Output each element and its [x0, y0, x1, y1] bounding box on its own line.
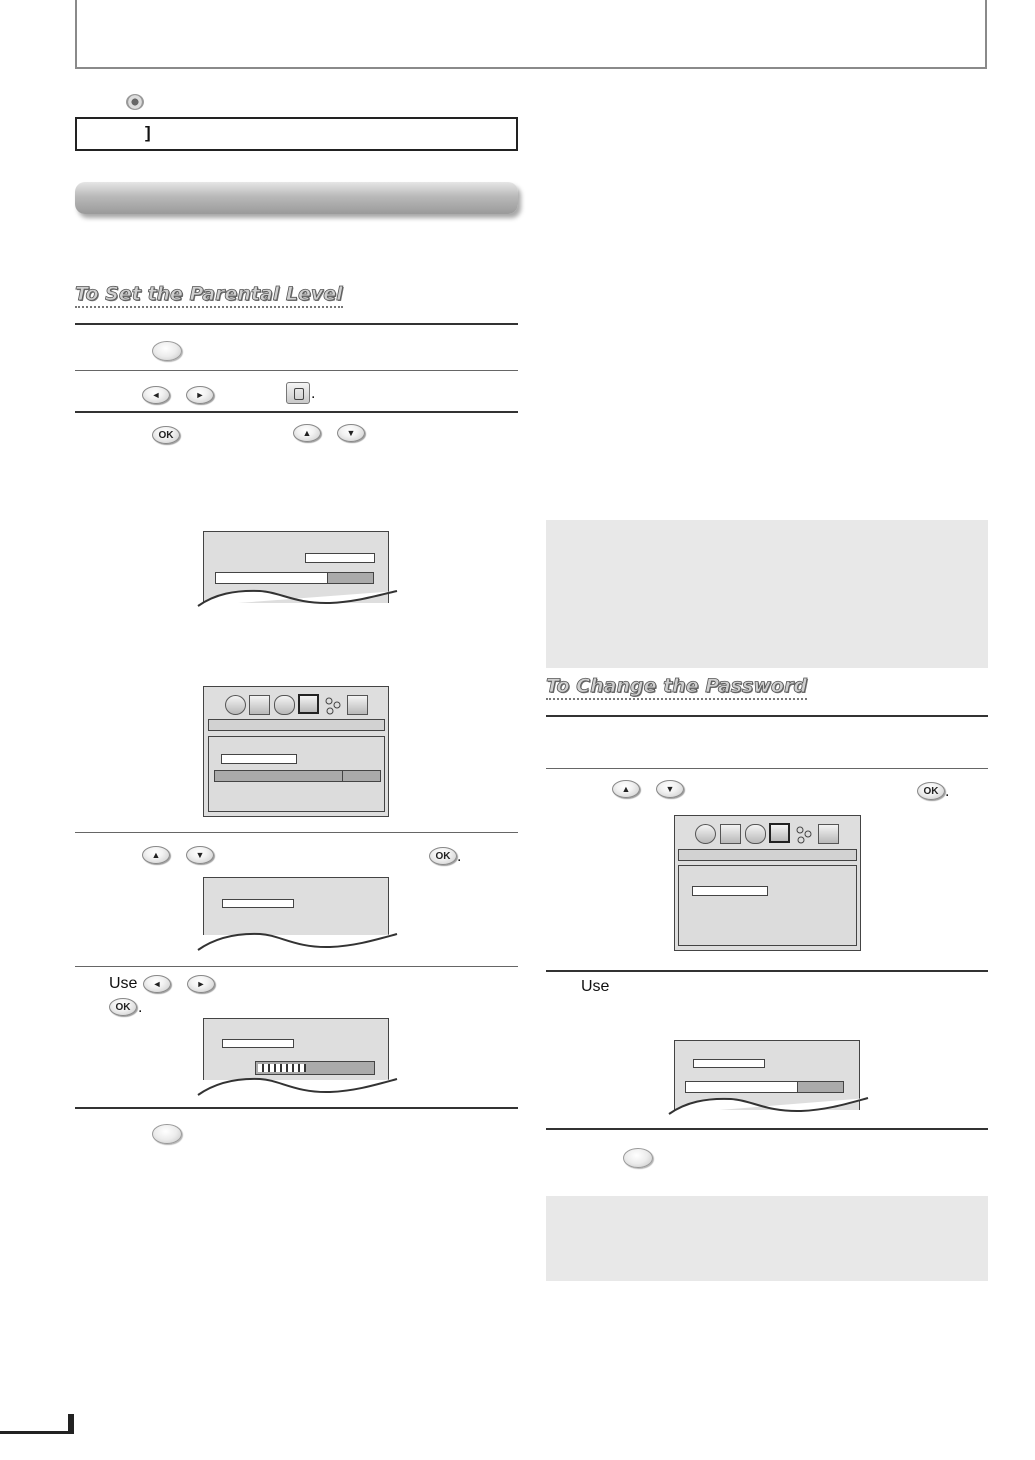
mode-label: ] [145, 123, 151, 142]
ok-icon: OK [152, 426, 180, 444]
init-icon [347, 695, 368, 715]
language-icon [695, 824, 716, 844]
setup-button-icon [623, 1148, 653, 1168]
audio-icon [745, 824, 766, 844]
progress-empty [327, 572, 374, 584]
divider [546, 768, 988, 769]
step-use-text: Use [109, 975, 138, 992]
screen-torn-edge [195, 586, 400, 608]
divider [75, 1107, 518, 1109]
period-text: . [945, 783, 950, 800]
screen-level-select [203, 1018, 389, 1080]
up-arrow-icon: ▲ [142, 846, 170, 864]
progress-fill [685, 1081, 798, 1093]
divider [546, 715, 988, 717]
down-arrow-icon: ▼ [337, 424, 365, 442]
progress-empty [797, 1081, 844, 1093]
down-arrow-icon: ▼ [656, 780, 684, 798]
section-title-parental: To Set the Parental Level [75, 283, 343, 308]
level-field [222, 1039, 294, 1048]
gear-icon [126, 94, 144, 110]
page-footer-bar [0, 1431, 70, 1434]
divider [75, 323, 518, 325]
page-footer-tick [68, 1414, 74, 1434]
left-arrow-icon: ◄ [143, 975, 171, 993]
down-arrow-icon: ▼ [186, 846, 214, 864]
password-field [693, 1059, 765, 1068]
menu-panel [208, 736, 385, 812]
divider [75, 370, 518, 371]
note-box [546, 520, 988, 668]
left-arrow-icon: ◄ [142, 386, 170, 404]
lock-icon [769, 823, 790, 843]
screen-torn-edge [195, 928, 400, 952]
up-arrow-icon: ▲ [293, 424, 321, 442]
right-arrow-icon: ► [187, 975, 215, 993]
option-highlight [214, 770, 343, 782]
mode-box [75, 117, 518, 151]
divider [75, 832, 518, 833]
section-title-password: To Change the Password [546, 675, 807, 700]
page-header-frame [75, 0, 987, 69]
progress-fill [215, 572, 328, 584]
ok-icon: OK [429, 847, 457, 865]
screen-setup-menu-right [674, 815, 861, 951]
period-text: . [457, 848, 462, 865]
menu-panel [678, 865, 857, 946]
others-icon [794, 824, 815, 844]
display-icon [249, 695, 270, 715]
display-icon [720, 824, 741, 844]
ok-icon: OK [917, 782, 945, 800]
option-value [342, 770, 381, 782]
screen-setup-menu [203, 686, 389, 817]
divider [546, 970, 988, 972]
section-banner [75, 182, 518, 214]
setup-button-icon [152, 1124, 182, 1144]
period-text: . [138, 999, 143, 1016]
others-icon [323, 695, 344, 715]
input-field-bar [305, 553, 375, 563]
audio-icon [274, 695, 295, 715]
password-field [221, 754, 297, 764]
menu-title-bar [678, 849, 857, 861]
level-fill [258, 1064, 306, 1072]
password-field [692, 886, 768, 896]
period-text: . [311, 385, 316, 402]
language-icon [225, 695, 246, 715]
divider [546, 1128, 988, 1130]
screen-torn-edge [195, 1073, 400, 1097]
setup-button-icon [152, 341, 182, 361]
ok-icon: OK [109, 998, 137, 1016]
init-icon [818, 824, 839, 844]
divider [75, 966, 518, 967]
divider [75, 411, 518, 413]
level-field [222, 899, 294, 908]
screen-parental-level [203, 877, 389, 935]
lock-icon [298, 694, 319, 714]
menu-title-bar [208, 719, 385, 731]
step-use-text: Use [581, 978, 610, 995]
note-box [546, 1196, 988, 1281]
right-arrow-icon: ► [186, 386, 214, 404]
screen-torn-edge [666, 1094, 871, 1116]
up-arrow-icon: ▲ [612, 780, 640, 798]
lock-icon [286, 382, 310, 404]
